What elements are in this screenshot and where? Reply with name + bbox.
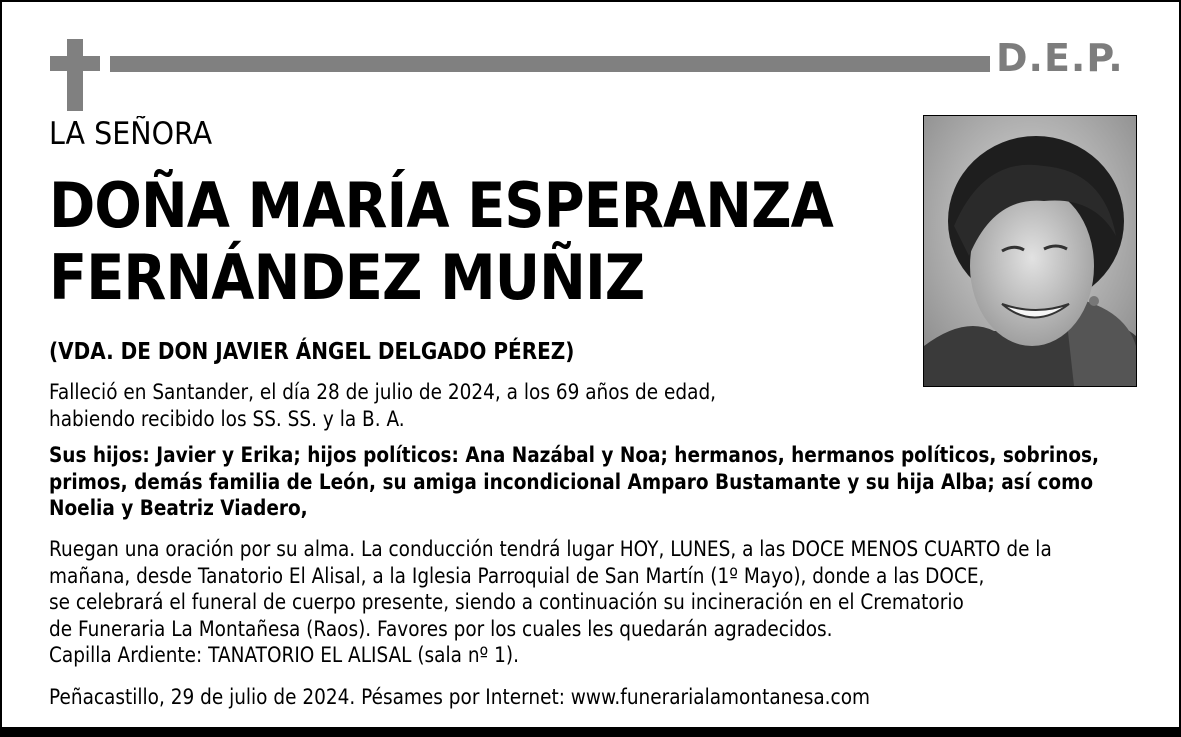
cross-icon: [50, 39, 100, 111]
family-line: Noelia y Beatriz Viadero,: [49, 496, 308, 520]
family-line: primos, demás familia de León, su amiga incondicional Amparo Bustamante y su hija Alba; así como: [49, 469, 1094, 494]
widow-of-line: (VDA. DE DON JAVIER ÁNGEL DELGADO PÉREZ): [49, 339, 575, 365]
service-line: mañana, desde Tanatorio El Alisal, a la Iglesia Parroquial de San Martín (1º Mayo), donde a las DOCE,: [49, 563, 985, 588]
service-line: de Funeraria La Montañesa (Raos). Favores por los cuales les quedarán agradecidos.: [49, 616, 833, 641]
header-rule: [110, 56, 990, 72]
service-line: Ruegan una oración por su alma. La conducción tendrá lugar HOY, LUNES, a las DOCE MENOS CUARTO de la: [49, 537, 1052, 561]
death-line: Falleció en Santander, el día 28 de julio de 2024, a los 69 años de edad,: [49, 380, 717, 404]
service-details: [49, 536, 1052, 669]
death-line: habiendo recibido los SS. SS. y la B. A.: [49, 406, 405, 431]
portrait-photo: [923, 115, 1137, 387]
service-line: se celebrará el funeral de cuerpo presente, siendo a continuación su incineración en el Crematorio: [49, 590, 964, 614]
name-line-1: DOÑA MARÍA ESPERANZA: [49, 169, 833, 242]
death-details: [49, 379, 716, 432]
honorific-title: LA SEÑORA: [49, 116, 213, 152]
service-line: Capilla Ardiente: TANATORIO EL ALISAL (sala nº 1).: [49, 643, 519, 667]
deceased-name: [49, 170, 833, 314]
family-line: Sus hijos: Javier y Erika; hijos políticos: Ana Nazábal y Noa; hermanos, hermanos políticos, sobrinos,: [49, 443, 1100, 467]
family-list: [49, 442, 1099, 522]
footer-line: Peñacastillo, 29 de julio de 2024. Pésames por Internet: www.funerarialamontanesa.com: [49, 685, 871, 709]
dep-label: D.E.P.: [996, 36, 1124, 80]
name-line-2: FERNÁNDEZ MUÑIZ: [49, 241, 645, 314]
